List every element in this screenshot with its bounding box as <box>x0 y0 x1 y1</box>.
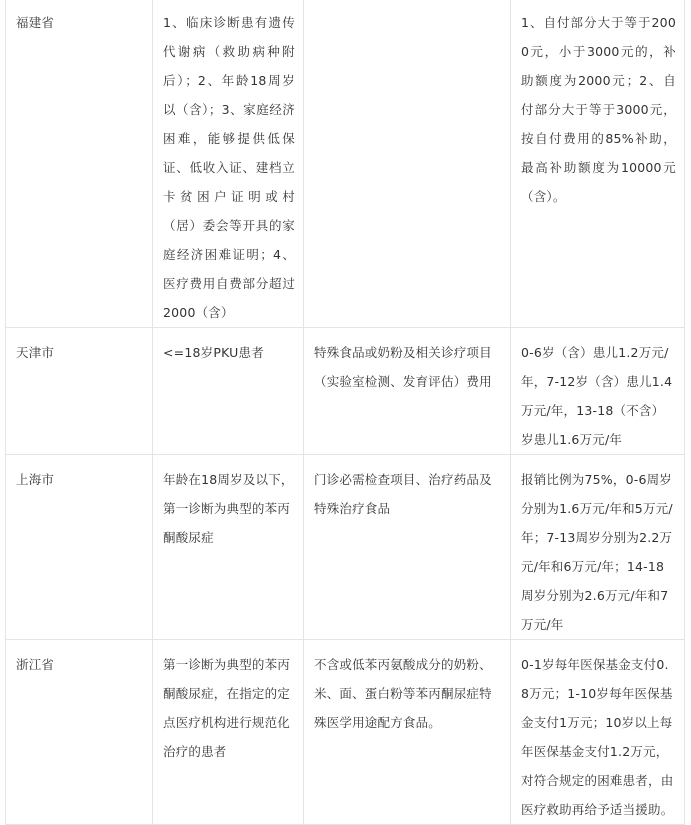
condition-cell: 第一诊断为典型的苯丙酮酸尿症，在指定的定点医疗机构进行规范化治疗的患者 <box>153 640 304 825</box>
policy-table <box>5 0 685 825</box>
table-row <box>6 640 685 825</box>
scope-cell: 特殊食品或奶粉及相关诊疗项目（实验室检测、发育评估）费用 <box>304 328 511 455</box>
amount-cell: 1、自付部分大于等于2000元，小于3000元的，补助额度为2000元；2、自付部分大于等于3000元，按自付费用的85%补助，最高补助额度为10000元（含）。 <box>511 0 685 328</box>
amount-cell: 报销比例为75%，0-6周岁分别为1.6万元/年和5万元/年；7-13周岁分别为2.2万元/年和6万元/年；14-18周岁分别为2.6万元/年和7万元/年 <box>511 455 685 640</box>
table-row <box>6 455 685 640</box>
scope-cell <box>304 0 511 328</box>
amount-cell: 0-6岁（含）患儿1.2万元/年，7-12岁（含）患儿1.4万元/年，13-18（不含）岁患儿1.6万元/年 <box>511 328 685 455</box>
region-cell: 福建省 <box>6 0 153 328</box>
condition-cell: 1、临床诊断患有遗传代谢病（救助病种附后）；2、年龄18周岁以（含）；3、家庭经济困难，能够提供低保证、低收入证、建档立卡贫困户证明或村（居）委会等开具的家庭经济困难证明；4、医疗费用自费部分超过2000（含） <box>153 0 304 328</box>
condition-cell: <=18岁PKU患者 <box>153 328 304 455</box>
amount-cell: 0-1岁每年医保基金支付0.8万元；1-10岁每年医保基金支付1万元；10岁以上每年医保基金支付1.2万元，对符合规定的困难患者，由医疗救助再给予适当援助。 <box>511 640 685 825</box>
table-row <box>6 328 685 455</box>
region-cell: 浙江省 <box>6 640 153 825</box>
region-cell: 天津市 <box>6 328 153 455</box>
condition-cell: 年龄在18周岁及以下，第一诊断为典型的苯丙酮酸尿症 <box>153 455 304 640</box>
table-row <box>6 0 685 328</box>
scope-cell: 门诊必需检查项目、治疗药品及特殊治疗食品 <box>304 455 511 640</box>
scope-cell: 不含或低苯丙氨酸成分的奶粉、米、面、蛋白粉等苯丙酮尿症特殊医学用途配方食品。 <box>304 640 511 825</box>
region-cell: 上海市 <box>6 455 153 640</box>
